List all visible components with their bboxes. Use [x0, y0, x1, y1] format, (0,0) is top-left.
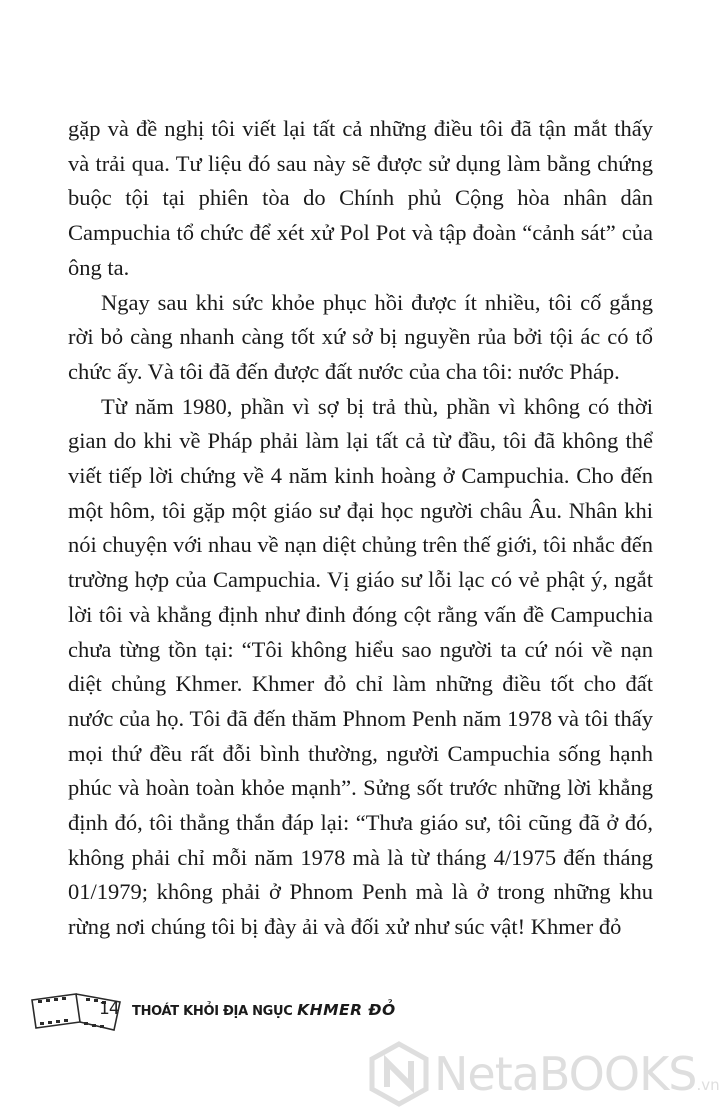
paragraph: Từ năm 1980, phần vì sợ bị trả thù, phần vì không có thời gian do khi về Pháp phải làm lại tất cả từ đầu, tôi đã không thể viết tiếp lời chứng về 4 năm kinh hoàng ở Campuchia. Cho đến một hôm, tôi gặp một giáo sư đại học người châu Âu. Nhân khi nói chuyện với nhau về nạn diệt chủng trên thế giới, tôi nhắc đến trường hợp của Campuchia. Vị giáo sư lỗi lạc có vẻ phật ý, ngắt lời tôi và khẳng định như đinh đóng cột rằng vấn đề Campuchia chưa từng tồn tại: “Tôi không hiểu sao người ta cứ nói về nạn diệt chủng Khmer. Khmer đỏ chỉ làm những điều tốt cho đất nước của họ. Tôi đã đến thăm Phnom Penh năm 1978 và tôi thấy mọi thứ đều rất đỗi bình thường, người Campuchia sống hạnh phúc và hoàn toàn khỏe mạnh”. Sửng sốt trước những lời khẳng định đó, tôi thẳng thắn đáp lại: “Thưa giáo sư, tôi cũng đã ở đó, không phải chỉ mỗi năm 1978 mà là từ tháng 4/1975 đến tháng 01/1979; không phải ở Phnom Penh mà là ở trong những khu rừng nơi chúng tôi bị đày ải và đối xử như súc vật! Khmer đỏ — [68, 393, 653, 940]
running-title-part2: KHMER ĐỎ — [297, 1001, 396, 1019]
running-title — [132, 1001, 396, 1019]
paragraph: Ngay sau khi sức khỏe phục hồi được ít nhiều, tôi cố gắng rời bỏ càng nhanh càng tốt xứ sở bị nguyền rủa bởi tội ác có tổ chức ấy. Và tôi đã đến được đất nước của cha tôi: nước Pháp. — [68, 289, 653, 384]
paragraph-continued: gặp và đề nghị tôi viết lại tất cả những điều tôi đã tận mắt thấy và trải qua. Tư liệu đó sau này sẽ được sử dụng làm bằng chứng buộc tội tại phiên tòa do Chính phủ Cộng hòa nhân dân Campuchia tổ chức để xét xử Pol Pot và tập đoàn “cảnh sát” của ông ta. — [68, 116, 653, 280]
watermark-suffix: .vn — [696, 1076, 720, 1094]
running-title-part1: THOÁT KHỎI ĐỊA NGỤC — [132, 1004, 293, 1019]
running-footer — [28, 990, 396, 1040]
page-body — [68, 112, 653, 945]
watermark-text — [434, 1047, 720, 1101]
publisher-watermark — [368, 1041, 720, 1113]
watermark-brand: NetaBOOKS — [434, 1047, 697, 1101]
netabooks-logo-icon — [368, 1041, 430, 1107]
page-number: 14 — [99, 999, 119, 1019]
